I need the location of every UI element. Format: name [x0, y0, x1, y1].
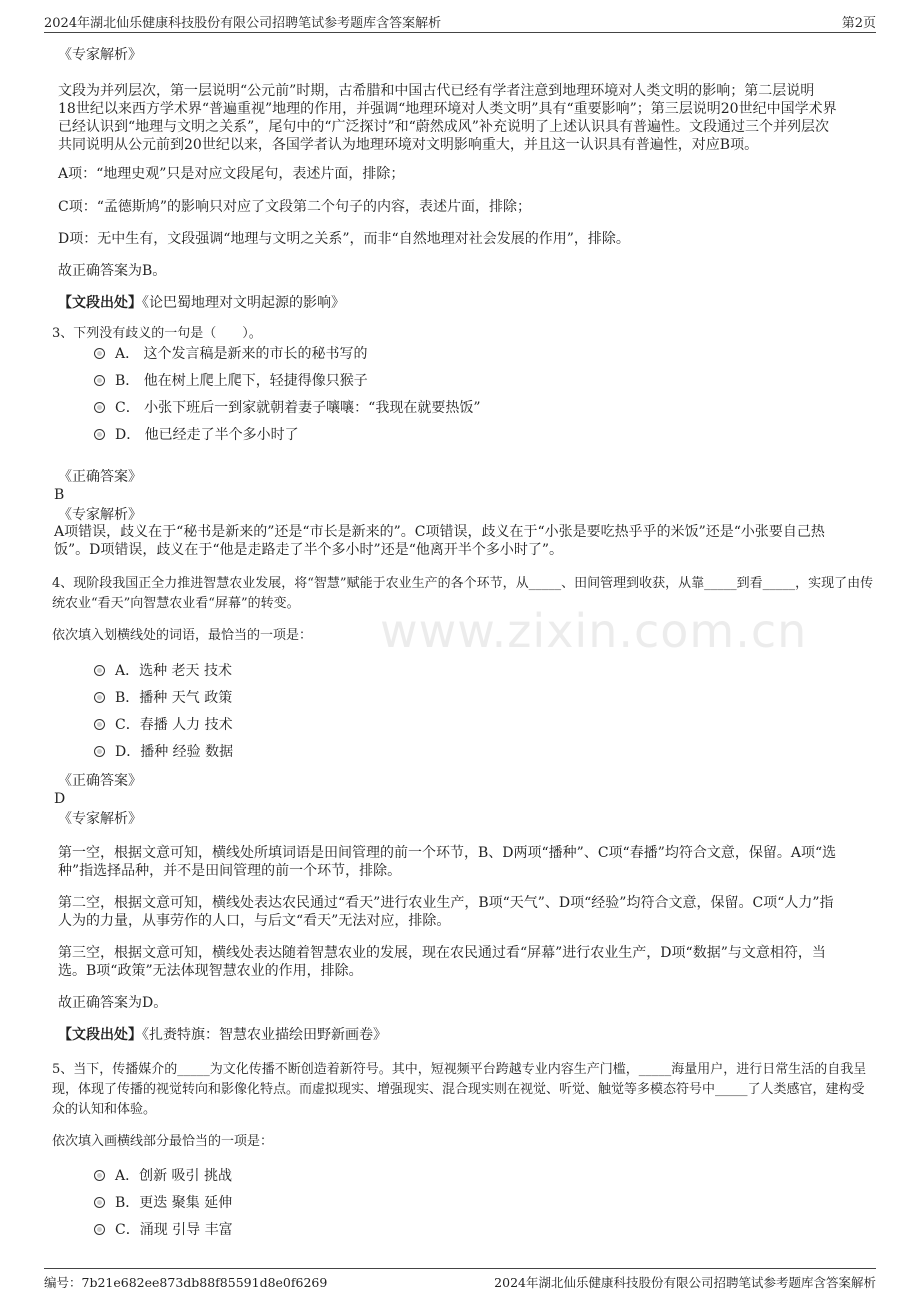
radio-icon[interactable]: [94, 348, 105, 359]
q3-option-a[interactable]: [94, 345, 368, 363]
q5-option-c[interactable]: [94, 1221, 233, 1239]
q4-stem-l2: 统农业“看天”向智慧农业看“屏幕”的转变。: [52, 596, 300, 611]
q2-option-c-analysis: C项：“孟德斯鸠”的影响只对应了文段第二个句子的内容，表述片面，排除；: [58, 199, 532, 215]
q4-correct-label: 《正确答案》: [58, 773, 142, 789]
q3-analysis-label: 《专家解析》: [58, 507, 142, 523]
q5-option-b-label: B．更迭 聚集 延伸: [115, 1195, 233, 1211]
page-header: [44, 10, 876, 33]
q5-stem-l2: 现，体现了传播的视觉转向和影像化特点。而虚拟现实、增强现实、混合现实则在视觉、听觉、触觉等多模态符号中_____了人类感官，建构受: [52, 1082, 865, 1097]
q4-analysis-p2-l1: 第二空，根据文意可知，横线处表达农民通过“看天”进行农业生产，B项“天气”、D项“经验”均符合文意，保留。C项“人力”指: [58, 895, 834, 911]
q4-answer: 故正确答案为D。: [58, 995, 168, 1011]
document-code: 编号：7b21e682ee873db88f85591d8e0f6269: [44, 1275, 328, 1290]
q4-analysis-p1-l1: 第一空，根据文意可知，横线处所填词语是田间管理的前一个环节，B、D两项“播种”、C项“春播”均符合文意，保留。A项“选: [58, 845, 837, 861]
page-number: 第2页: [841, 16, 876, 31]
radio-icon[interactable]: [94, 665, 105, 676]
q4-option-b[interactable]: [94, 689, 232, 707]
radio-icon[interactable]: [94, 429, 105, 440]
q3-option-d[interactable]: [94, 426, 299, 444]
q3-option-b[interactable]: [94, 372, 368, 390]
q3-option-c-label: C． 小张下班后一到家就朝着妻子嚷嚷：“我现在就要热饭”: [115, 400, 481, 416]
q4-instruction: 依次填入划横线处的词语，最恰当的一项是：: [52, 628, 313, 643]
page-footer: [44, 1268, 876, 1291]
q5-option-a[interactable]: [94, 1167, 232, 1185]
q5-option-c-label: C．涌现 引导 丰富: [115, 1222, 233, 1238]
watermark: www.zixin.com.cn: [380, 604, 808, 658]
q4-source-label: 【文段出处】: [58, 1027, 142, 1043]
radio-icon[interactable]: [94, 746, 105, 757]
header-title: 2024年湖北仙乐健康科技股份有限公司招聘笔试参考题库含答案解析: [44, 16, 442, 31]
q2-answer: 故正确答案为B。: [58, 263, 167, 279]
q2-analysis-label: 《专家解析》: [58, 47, 142, 63]
q3-stem: 3、下列没有歧义的一句是（ ）。: [52, 326, 262, 341]
q5-instruction: 依次填入画横线部分最恰当的一项是：: [52, 1134, 274, 1149]
q5-option-a-label: A．创新 吸引 挑战: [115, 1168, 233, 1184]
q5-stem-l1: 5、当下，传播媒介的_____为文化传播不断创造着新符号。其中，短视频平台跨越专业内容生产门槛，_____海量用户，进行日常生活的自我呈: [52, 1062, 867, 1077]
radio-icon[interactable]: [94, 1170, 105, 1181]
radio-icon[interactable]: [94, 402, 105, 413]
q4-option-a-label: A．选种 老天 技术: [115, 663, 233, 679]
radio-icon[interactable]: [94, 719, 105, 730]
q3-option-c[interactable]: [94, 399, 480, 417]
q4-option-c[interactable]: [94, 716, 233, 734]
q4-analysis-p3-l1: 第三空，根据文意可知，横线处表达随着智慧农业的发展，现在农民通过看“屏幕”进行农业生产，D项“数据”与文意相符，当: [58, 945, 826, 961]
radio-icon[interactable]: [94, 375, 105, 386]
q2-source-label: 【文段出处】: [58, 295, 142, 311]
q2-analysis-p1-l4: 共同说明从公元前到20世纪以来，各国学者认为地理环境对文明影响重大，并且这一认识具有普遍性，对应B项。: [58, 137, 759, 153]
footer-title: 2024年湖北仙乐健康科技股份有限公司招聘笔试参考题库含答案解析: [494, 1275, 876, 1290]
q3-option-a-label: A． 这个发言稿是新来的市长的秘书写的: [115, 346, 368, 362]
q4-analysis-p2-l2: 人为的力量，从事劳作的人口，与后文“看天”无法对应，排除。: [58, 913, 451, 929]
q3-analysis-l1: A项错误，歧义在于“秘书是新来的”还是“市长是新来的”。C项错误，歧义在于“小张是要吃热乎乎的米饭”还是“小张要自己热: [54, 524, 825, 540]
q4-correct-answer: D: [54, 791, 66, 807]
q4-option-b-label: B．播种 天气 政策: [115, 690, 233, 706]
q4-analysis-label: 《专家解析》: [58, 811, 142, 827]
q3-correct-answer: B: [54, 487, 65, 503]
q5-option-b[interactable]: [94, 1194, 232, 1212]
q2-option-a-analysis: A项：“地理史观”只是对应文段尾句，表述片面，排除；: [58, 166, 405, 182]
radio-icon[interactable]: [94, 692, 105, 703]
q3-correct-label: 《正确答案》: [58, 469, 142, 485]
q4-source-title: 《扎赉特旗：智慧农业描绘田野新画卷》: [142, 1027, 387, 1043]
q4-option-d-label: D．播种 经验 数据: [115, 744, 234, 760]
q3-option-d-label: D． 他已经走了半个多小时了: [115, 427, 299, 443]
q2-source-title: 《论巴蜀地理对文明起源的影响》: [142, 295, 345, 311]
q5-stem-l3: 众的认知和体验。: [52, 1102, 157, 1117]
q4-analysis-p1-l2: 种”指选择品种，并不是田间管理的前一个环节，排除。: [58, 863, 402, 879]
q3-option-b-label: B． 他在树上爬上爬下，轻捷得像只猴子: [115, 373, 368, 389]
radio-icon[interactable]: [94, 1224, 105, 1235]
q2-analysis-p1-l3: 已经认识到“地理与文明之关系”，尾句中的“广泛探讨”和“蔚然成风”补充说明了上述认识具有普遍性。文段通过三个并列层次: [58, 119, 829, 135]
q2-analysis-p1-l1: 文段为并列层次，第一层说明“公元前”时期，古希腊和中国古代已经有学者注意到地理环境对人类文明的影响；第二层说明: [58, 83, 815, 99]
radio-icon[interactable]: [94, 1197, 105, 1208]
q4-option-c-label: C．春播 人力 技术: [115, 717, 233, 733]
q4-option-a[interactable]: [94, 662, 232, 680]
q4-source: [58, 1026, 387, 1045]
q2-analysis-p1-l2: 18世纪以来西方学术界“普遍重视”地理的作用，并强调“地理环境对人类文明”具有“重要影响”；第三层说明20世纪中国学术界: [58, 101, 837, 117]
q3-analysis-l2: 饭”。D项错误，歧义在于“他是走路走了半个多小时”还是“他离开半个多小时了”。: [54, 542, 564, 558]
q4-analysis-p3-l2: 选。B项“政策”无法体现智慧农业的作用，排除。: [58, 963, 363, 979]
q4-stem-l1: 4、现阶段我国正全力推进智慧农业发展，将“智慧”赋能于农业生产的各个环节，从_____、田间管理到收获，从靠_____到看_____，实现了由传: [52, 576, 874, 591]
q4-option-d[interactable]: [94, 743, 233, 761]
q2-option-d-analysis: D项：无中生有，文段强调“地理与文明之关系”，而非“自然地理对社会发展的作用”，排除。: [58, 231, 630, 247]
q2-source: [58, 294, 345, 313]
